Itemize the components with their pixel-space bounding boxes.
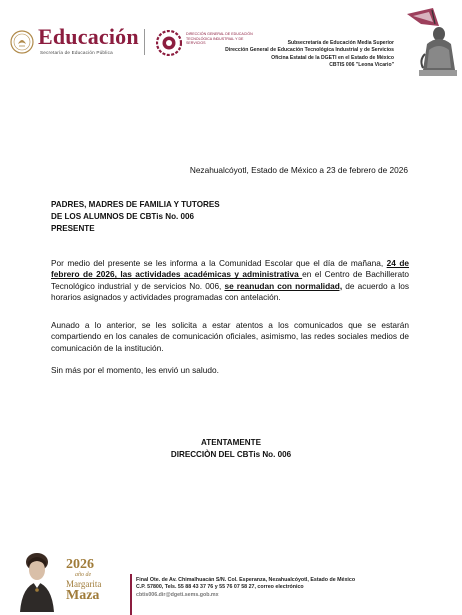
honoree-last-name: Maza <box>66 588 100 603</box>
dgeti-logo-icon <box>156 30 182 56</box>
institution-info <box>192 40 394 69</box>
info-line: Subsecretaría de Educación Media Superior <box>287 40 394 46</box>
paragraph-text: en el Centro de Bachillerato Tecnológico industrial y de servicios No. 006, <box>51 269 410 291</box>
addressee-line: PRESENTE <box>51 223 95 233</box>
honoree-first-name: Margarita <box>66 579 102 589</box>
closing-text: ATENTAMENTE <box>201 438 261 447</box>
monument-image-icon <box>399 4 459 76</box>
national-seal-icon <box>10 30 34 54</box>
year-text: 2026 <box>66 557 94 572</box>
footer-address-line: C.P. 57800, Tels. 55 88 43 37 76 y 55 76 07 58 27, correo electrónico <box>136 584 304 591</box>
info-line: Oficina Estatal de la DGETI en el Estado de México <box>271 54 394 61</box>
info-line: CBTIS 006 "Leona Vicario" <box>329 61 394 68</box>
footer-address <box>136 577 355 599</box>
brand-subtitle: Secretaría de Educación Pública <box>40 50 113 55</box>
highlighted-resume-text: se reanudan con normalidad, <box>224 280 343 291</box>
body-paragraph-3: Sin más por el momento, les envió un saludo. <box>51 365 219 375</box>
header-divider <box>144 29 145 55</box>
highlighted-date-text: 24 de febrero de 2026, las actividades académicas y administrativa <box>51 258 410 280</box>
portrait-image-icon <box>14 546 60 612</box>
dgeti-logo-text: DIRECCIÓN GENERAL DE EDUCACIÓN TECNOLÓGICA INDUSTRIAL Y DE SERVICIOS <box>186 32 253 46</box>
footer-divider <box>130 574 132 615</box>
body-paragraph-2: Aunado a lo anterior, se les solicita a estar atentos a los comunicados que se estarán compartiendo en los canales de comunicación oficiales, asimismo, las redes sociales medios de comunicación de la institución. <box>51 320 409 353</box>
letter-date: Nezahualcóyotl, Estado de México a 23 de febrero de 2026 <box>189 165 408 175</box>
paragraph-text: de acuerdo a los horarios asignados y actividades programadas con antelación. <box>51 280 409 302</box>
paragraph-text: Por medio del presente se les informa a la Comunidad Escolar que el día de mañana, <box>51 258 387 268</box>
addressee-line: DE LOS ALUMNOS DE CBTis No. 006 <box>51 211 195 221</box>
body-paragraph-1 <box>51 258 409 303</box>
year-subtitle: año de <box>75 572 92 578</box>
letterhead <box>0 0 462 80</box>
addressee-line: PADRES, MADRES DE FAMILIA Y TUTORES <box>51 200 220 209</box>
footer-address-line: Final Ote. de Av. Chimalhuacán S/N. Col. Esperanza, Nezahualcóyotl, Estado de México <box>136 577 356 583</box>
info-line: Dirección General de Educación Tecnológica Industrial y de Servicios <box>225 47 394 54</box>
footer-email[interactable]: cbtis006.dir@dgeti.sems.gob.mx <box>136 591 219 598</box>
addressee-block <box>51 199 220 234</box>
signatory-text: DIRECCIÒN DEL CBTis No. 006 <box>170 450 292 459</box>
brand-title: Educación <box>38 24 139 49</box>
